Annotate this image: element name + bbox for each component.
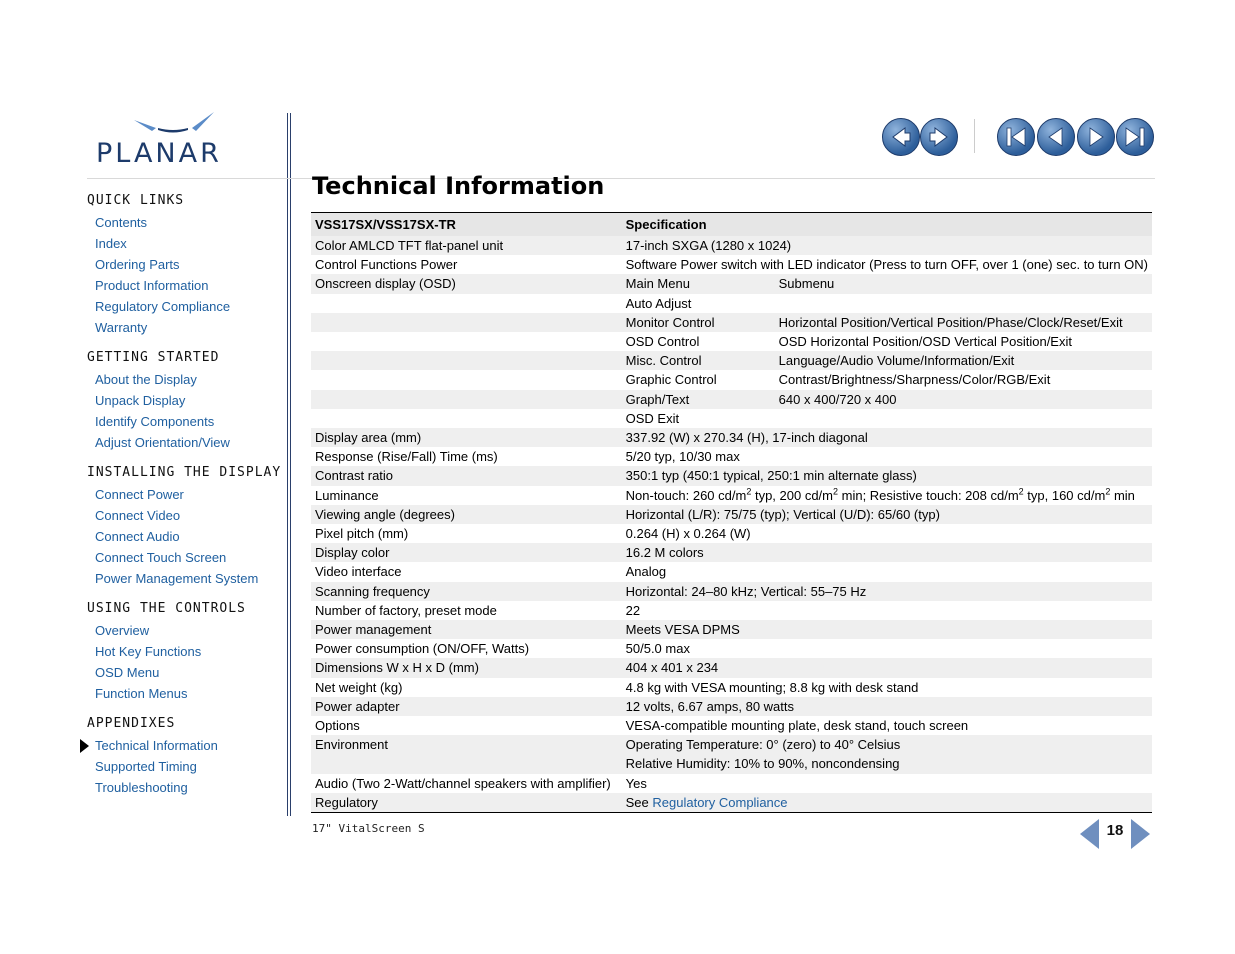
sidebar-item-identify-components[interactable]: Identify Components [95, 414, 215, 429]
row-label [311, 754, 622, 773]
next-page-button[interactable] [1077, 118, 1115, 156]
sidebar-section-title: QUICK LINKS [87, 193, 185, 208]
sidebar-section-installing [87, 464, 282, 589]
row-value: 22 [625, 602, 641, 618]
back-icon [883, 119, 919, 155]
table-row [311, 601, 1152, 620]
row-value: Horizontal Position/Vertical Position/Phase/Clock/Reset/Exit [775, 313, 1152, 332]
table-row [311, 697, 1152, 716]
row-label [311, 409, 622, 428]
sidebar-section-getting-started [87, 349, 282, 453]
row-label: Power management [311, 620, 622, 639]
row-label: Number of factory, preset mode [315, 602, 497, 618]
row-value [775, 294, 1152, 313]
table-row [311, 466, 1152, 485]
sidebar-item-about-display[interactable]: About the Display [95, 372, 197, 387]
row-sub: Misc. Control [622, 351, 775, 370]
regulatory-compliance-link[interactable]: Regulatory Compliance [652, 794, 788, 810]
first-page-button[interactable] [997, 118, 1035, 156]
table-row [311, 313, 1152, 332]
sidebar-item-adjust-orientation[interactable]: Adjust Orientation/View [95, 435, 230, 450]
table-row [311, 793, 1152, 813]
row-label: Onscreen display (OSD) [311, 274, 622, 293]
row-label: Environment [311, 735, 622, 754]
sidebar-section-title: APPENDIXES [87, 716, 176, 731]
row-label [311, 294, 622, 313]
row-value: OSD Horizontal Position/OSD Vertical Position/Exit [778, 334, 1072, 350]
row-value: Meets VESA DPMS [622, 620, 1152, 639]
table-row [311, 390, 1152, 409]
sidebar-item-contents[interactable]: Contents [95, 215, 148, 230]
row-label: Viewing angle (degrees) [311, 505, 622, 524]
page-next-arrow-icon[interactable] [1131, 819, 1150, 849]
footer-product-name: 17" VitalScreen S [312, 822, 425, 835]
row-sub: Main Menu [622, 274, 775, 293]
table-row [311, 332, 1152, 351]
sidebar-item-warranty[interactable]: Warranty [95, 320, 148, 335]
row-sub: Graphic Control [625, 372, 717, 388]
last-page-button[interactable] [1116, 118, 1154, 156]
row-value: 0.264 (H) x 0.264 (W) [625, 526, 751, 542]
row-label: Color AMLCD TFT flat-panel unit [311, 236, 622, 255]
row-label: Pixel pitch (mm) [315, 526, 409, 542]
table-row [311, 774, 1152, 793]
sidebar-section-quick-links [87, 192, 282, 338]
row-value: 17-inch SXGA (1280 x 1024) [622, 236, 1152, 255]
row-value: Operating Temperature: 0° (zero) to 40° Celsius [622, 735, 1152, 754]
row-label: Control Functions Power [315, 257, 458, 273]
row-sub: Graph/Text [622, 390, 775, 409]
sidebar-item-power-management[interactable]: Power Management System [95, 571, 259, 586]
sidebar-section-title: GETTING STARTED [87, 350, 220, 365]
row-label [311, 370, 622, 389]
row-value: 640 x 400/720 x 400 [775, 390, 1152, 409]
sidebar-item-connect-video[interactable]: Connect Video [95, 508, 181, 523]
row-label: Video interface [315, 564, 402, 580]
sidebar-item-supported-timing[interactable]: Supported Timing [95, 759, 197, 774]
row-label: Scanning frequency [311, 582, 622, 601]
row-value: 50/5.0 max [625, 641, 690, 657]
row-label: Luminance [315, 487, 379, 503]
sidebar-item-overview[interactable]: Overview [95, 623, 150, 638]
sidebar-section-title: USING THE CONTROLS [87, 601, 246, 616]
page-title: Technical Information [312, 172, 605, 200]
sidebar-item-connect-audio[interactable]: Connect Audio [95, 529, 180, 544]
forward-button[interactable] [920, 118, 958, 156]
sidebar-item-function-menus[interactable]: Function Menus [95, 686, 188, 701]
row-value: 16.2 M colors [622, 543, 1152, 562]
row-label: Regulatory [311, 793, 622, 813]
table-row [311, 294, 1152, 313]
header-cell: VSS17SX/VSS17SX-TR [311, 213, 622, 237]
page-prev-arrow-icon[interactable] [1080, 819, 1099, 849]
row-value: 337.92 (W) x 270.34 (H), 17-inch diagonal [622, 428, 1152, 447]
row-label: Dimensions W x H x D (mm) [311, 658, 622, 677]
sidebar-item-ordering-parts[interactable]: Ordering Parts [95, 257, 180, 272]
row-label: Response (Rise/Fall) Time (ms) [315, 449, 498, 465]
sidebar-item-connect-power[interactable]: Connect Power [95, 487, 184, 502]
table-row [311, 447, 1152, 466]
table-row [311, 716, 1152, 735]
table-row [311, 409, 1152, 428]
table-row [311, 274, 1152, 293]
sidebar-section-appendixes [87, 715, 282, 798]
table-row [311, 255, 1152, 274]
page-number: 18 [1106, 822, 1124, 839]
row-label: Power consumption (ON/OFF, Watts) [315, 641, 530, 657]
table-row [311, 524, 1152, 543]
row-label [311, 351, 622, 370]
header-cell: Specification [622, 213, 1152, 237]
sidebar-item-label: Technical Information [95, 738, 218, 753]
table-row [311, 658, 1152, 677]
row-value: Horizontal: 24–80 kHz; Vertical: 55–75 Hz [622, 582, 1152, 601]
sidebar-section-using-controls [87, 600, 282, 704]
row-value: 4.8 kg with VESA mounting; 8.8 kg with desk stand [625, 679, 919, 695]
row-value: See Regulatory Compliance [622, 793, 1152, 813]
previous-page-icon [1038, 119, 1074, 155]
row-value: 404 x 401 x 234 [622, 658, 1152, 677]
back-button[interactable] [882, 118, 920, 156]
row-value-luminance: Non-touch: 260 $cd/m^2$ typ, 200 $cd/m^2$ min; Resistive touch: 208 $cd/m^2$ typ, 160 $cd/m^2$ min [625, 486, 1135, 503]
row-value: Yes [625, 775, 647, 791]
table-row [311, 620, 1152, 639]
row-value: 5/20 typ, 10/30 max [625, 449, 740, 465]
sidebar-item-index[interactable]: Index [95, 236, 127, 251]
row-value: Analog [625, 564, 667, 580]
table-row [311, 582, 1152, 601]
current-page-arrow-icon [80, 739, 89, 753]
table-row [311, 735, 1152, 754]
sidebar [87, 192, 282, 798]
sidebar-item-regulatory-compliance[interactable]: Regulatory Compliance [95, 299, 231, 314]
row-label [311, 313, 622, 332]
spec-table [311, 212, 1152, 813]
row-label: Power adapter [311, 697, 622, 716]
row-value: Software Power switch with LED indicator (Press to turn OFF, over 1 (one) sec. to turn ON) [625, 257, 1148, 273]
table-row [311, 236, 1152, 255]
row-sub: OSD Control [625, 334, 700, 350]
table-row [311, 505, 1152, 524]
next-page-icon [1078, 119, 1114, 155]
table-row [311, 370, 1152, 389]
last-page-icon [1117, 119, 1153, 155]
table-row [311, 754, 1152, 773]
table-row [311, 486, 1152, 505]
row-value: Language/Audio Volume/Information/Exit [775, 351, 1152, 370]
row-label: Display color [311, 543, 622, 562]
table-row [311, 562, 1152, 581]
row-sub: Auto Adjust [625, 295, 692, 311]
row-label [311, 332, 622, 351]
sidebar-item-osd-menu[interactable]: OSD Menu [95, 665, 160, 680]
row-label [311, 390, 622, 409]
sidebar-item-hot-key-functions[interactable]: Hot Key Functions [95, 644, 202, 659]
row-value: 350:1 typ (450:1 typical, 250:1 min alternate glass) [622, 466, 1152, 485]
first-page-icon [998, 119, 1034, 155]
sidebar-divider-inner [290, 113, 291, 816]
row-value: Horizontal (L/R): 75/75 (typ); Vertical (U/D): 65/60 (typ) [622, 505, 1152, 524]
sidebar-item-troubleshooting[interactable]: Troubleshooting [95, 780, 188, 795]
row-label: Options [315, 718, 360, 734]
row-label: Contrast ratio [311, 466, 622, 485]
row-value: Relative Humidity: 10% to 90%, noncondensing [622, 754, 1152, 773]
table-row [311, 351, 1152, 370]
sidebar-item-connect-touch-screen[interactable]: Connect Touch Screen [95, 550, 227, 565]
row-sub: OSD Exit [625, 410, 680, 426]
sidebar-item-technical-information[interactable] [95, 735, 282, 756]
table-row [311, 678, 1152, 697]
row-value: 12 volts, 6.67 amps, 80 watts [622, 697, 1152, 716]
row-value: Submenu [775, 274, 1152, 293]
row-label: Display area (mm) [311, 428, 622, 447]
table-header-row [311, 213, 1152, 237]
nav-separator [974, 119, 975, 153]
header-rule [87, 178, 1155, 179]
sidebar-item-product-information[interactable]: Product Information [95, 278, 209, 293]
row-label: Net weight (kg) [315, 679, 403, 695]
sidebar-item-unpack-display[interactable]: Unpack Display [95, 393, 186, 408]
sidebar-divider [287, 113, 288, 816]
row-value: VESA-compatible mounting plate, desk stand, touch screen [625, 718, 969, 734]
table-row [311, 639, 1152, 658]
table-row [311, 428, 1152, 447]
sidebar-section-title: INSTALLING THE DISPLAY [87, 465, 282, 480]
row-value: Contrast/Brightness/Sharpness/Color/RGB/Exit [778, 372, 1051, 388]
table-row [311, 543, 1152, 562]
row-value [775, 409, 1152, 428]
forward-icon [921, 119, 957, 155]
row-sub: Monitor Control [622, 313, 775, 332]
row-label: Audio (Two 2-Watt/channel speakers with amplifier) [315, 775, 611, 791]
previous-page-button[interactable] [1037, 118, 1075, 156]
planar-logo-text: PLANAR [96, 138, 222, 169]
